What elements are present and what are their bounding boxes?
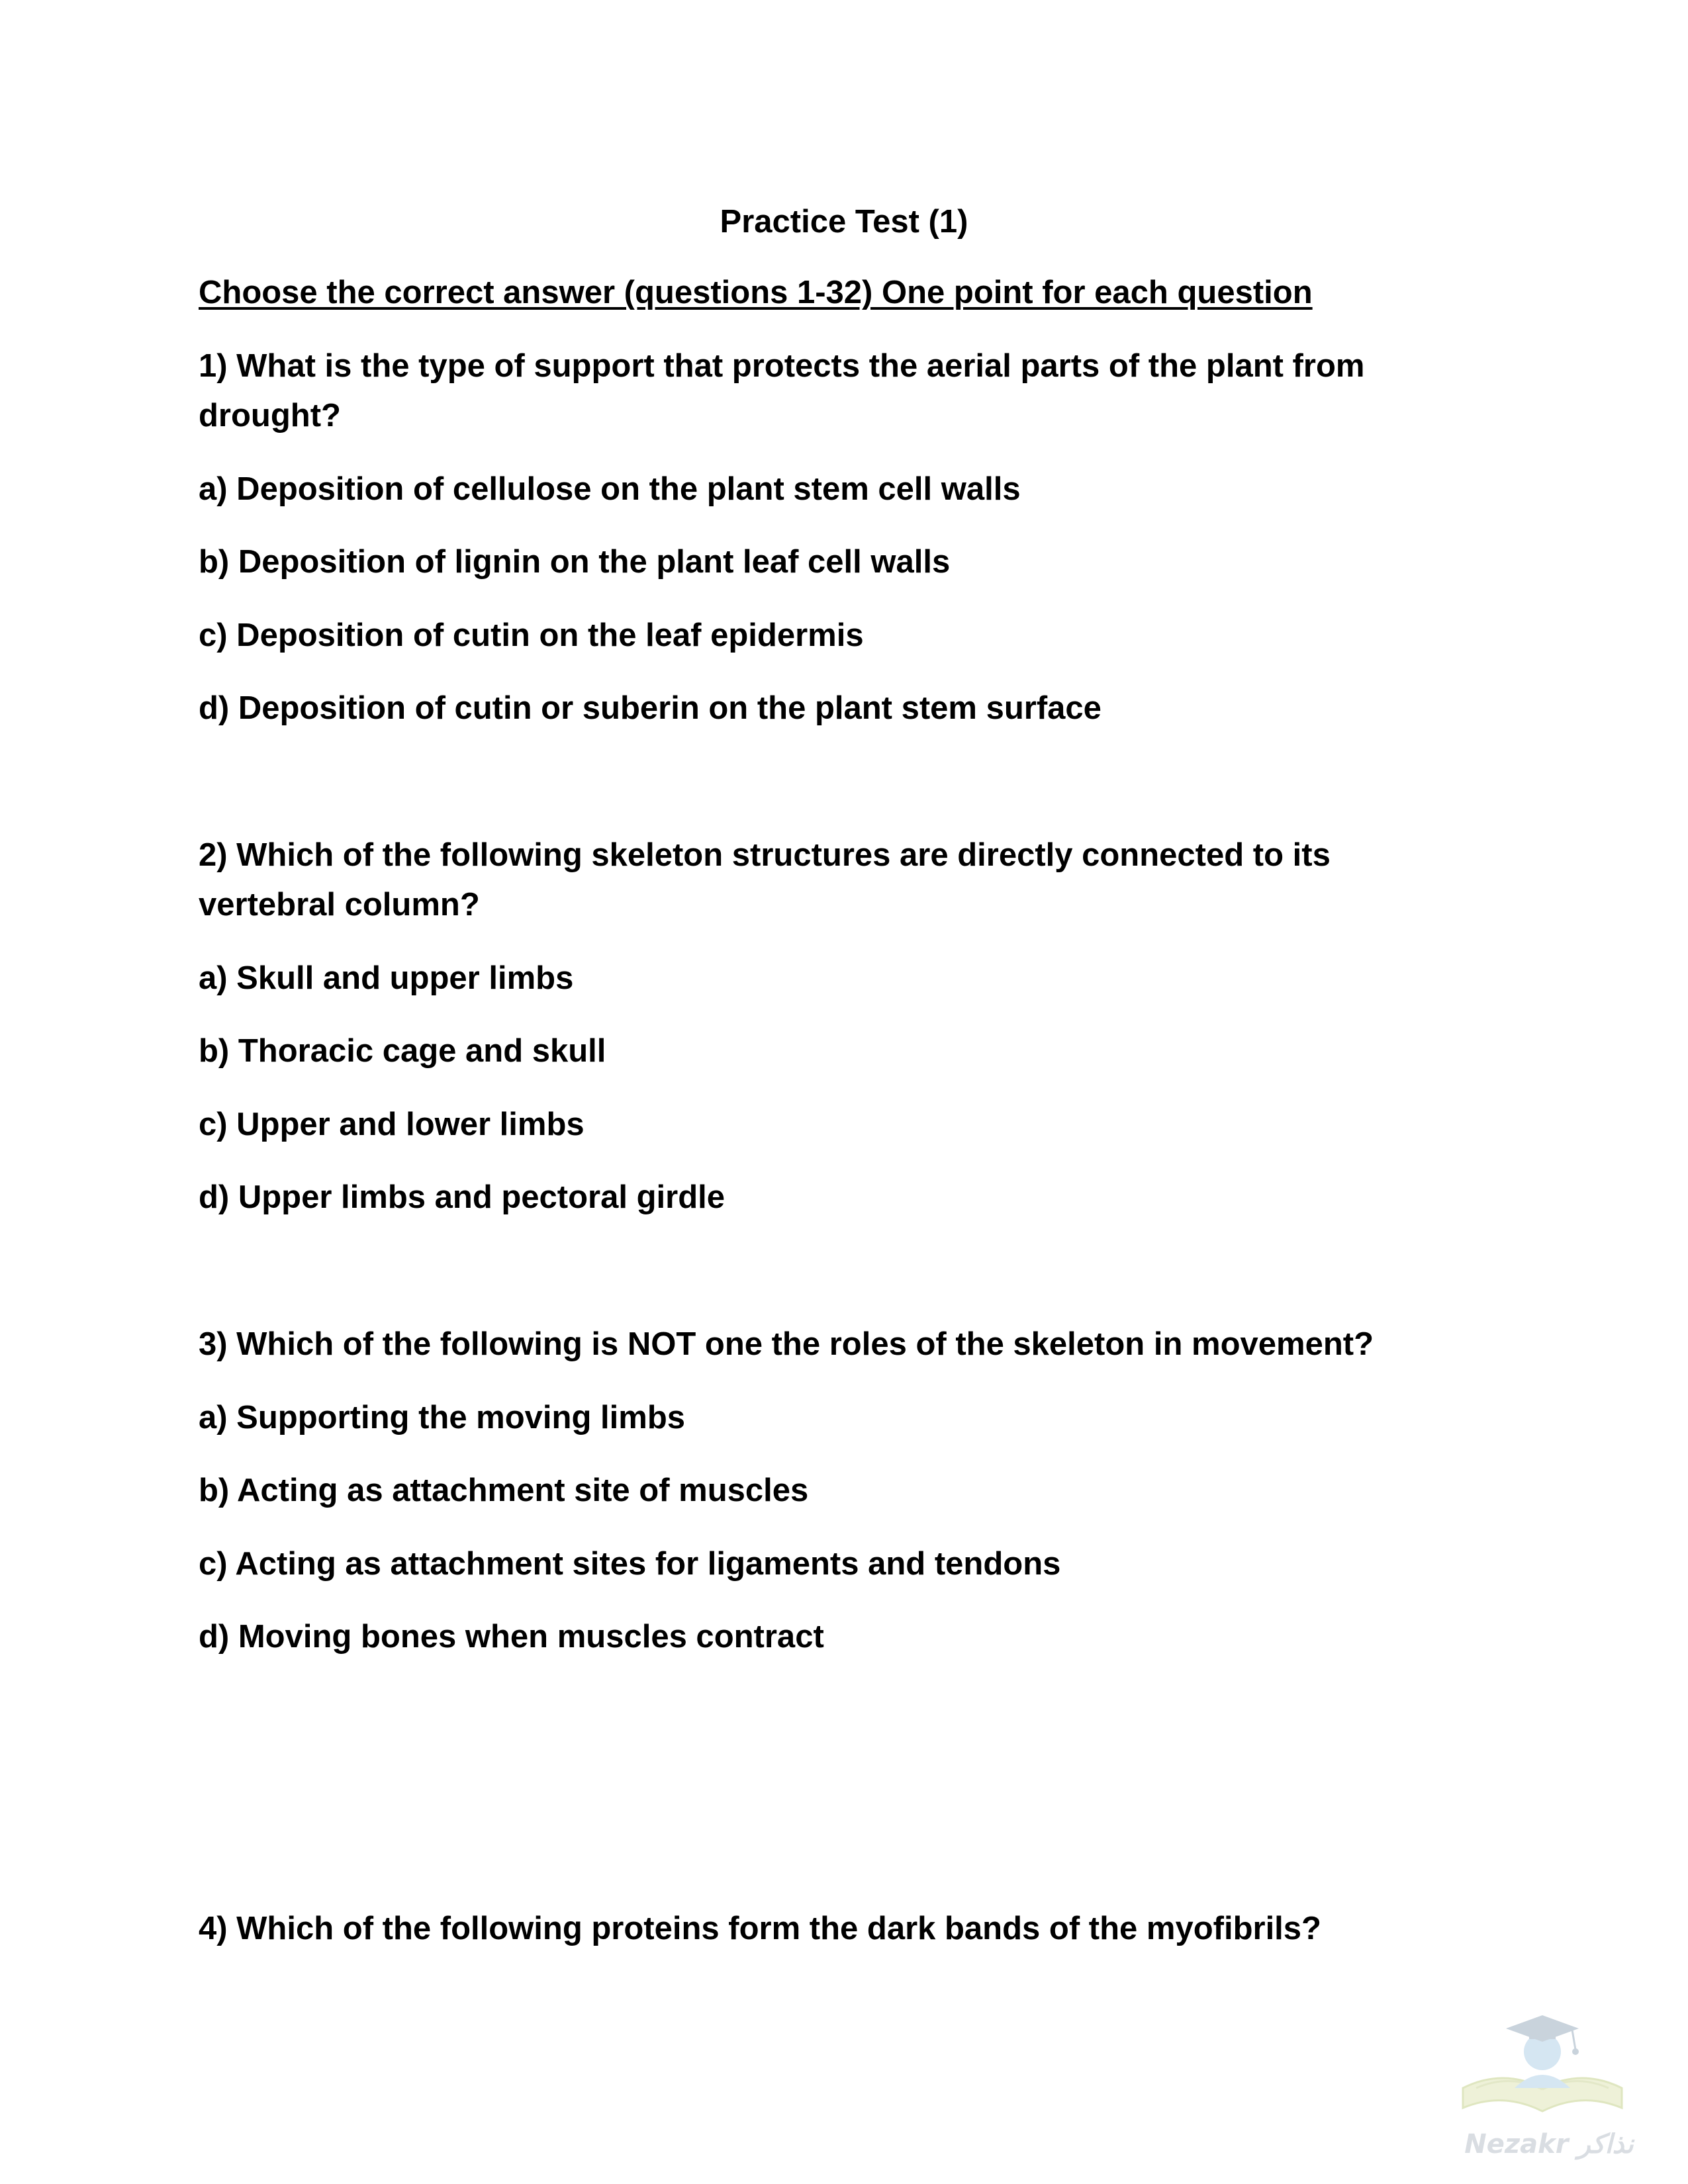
question-1-text-line-1: 1) What is the type of support that protects the aerial parts of the plant from	[199, 348, 1365, 384]
question-3-text-line-1: 3) Which of the following is NOT one the roles of the skeleton in movement?	[199, 1326, 1374, 1362]
question-1-option-a: a) Deposition of cellulose on the plant stem cell walls	[199, 471, 1021, 507]
question-3-option-d: d) Moving bones when muscles contract	[199, 1619, 824, 1655]
question-4-text-line-1: 4) Which of the following proteins form the dark bands of the myofibrils?	[199, 1911, 1321, 1946]
nezakr-watermark	[1436, 1989, 1648, 2167]
question-1-text-line-2: drought?	[199, 398, 341, 433]
question-3-option-c: c) Acting as attachment sites for ligaments and tendons	[199, 1546, 1061, 1582]
question-2-option-d: d) Upper limbs and pectoral girdle	[199, 1179, 726, 1215]
question-2-option-b: b) Thoracic cage and skull	[199, 1033, 606, 1069]
page-title: Practice Test (1)	[720, 204, 968, 240]
graduation-cap-book-icon	[1436, 1989, 1648, 2128]
question-2-text-line-1: 2) Which of the following skeleton structures are directly connected to its	[199, 837, 1331, 873]
watermark-text: Nezakr نذاكر	[1464, 2129, 1634, 2160]
question-2-option-c: c) Upper and lower limbs	[199, 1107, 585, 1142]
question-3-option-a: a) Supporting the moving limbs	[199, 1400, 685, 1435]
question-1-option-d: d) Deposition of cutin or suberin on the plant stem surface	[199, 690, 1102, 726]
question-2-text-line-2: vertebral column?	[199, 887, 480, 923]
question-3-option-b: b) Acting as attachment site of muscles	[199, 1473, 809, 1508]
question-1-option-b: b) Deposition of lignin on the plant leaf cell walls	[199, 544, 951, 580]
instructions: Choose the correct answer (questions 1-32) One point for each question	[199, 275, 1313, 310]
question-2-option-a: a) Skull and upper limbs	[199, 960, 574, 996]
question-1-option-c: c) Deposition of cutin on the leaf epidermis	[199, 617, 864, 653]
